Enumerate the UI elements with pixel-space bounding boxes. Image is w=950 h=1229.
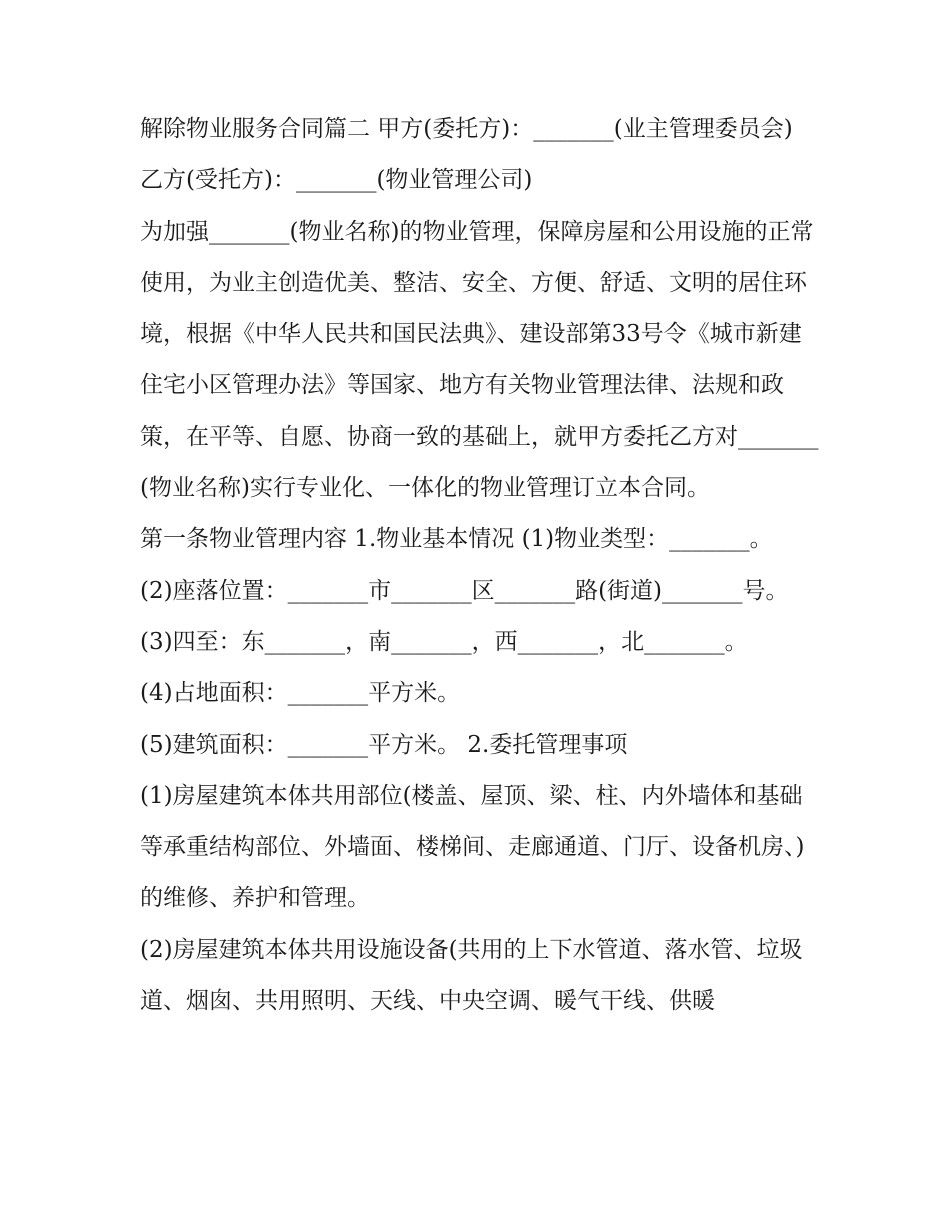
paragraph-building-area: (5)建筑面积：_______平方米。 2.委托管理事项 — [140, 731, 628, 758]
paragraph-location: (2)座落位置：_______市_______区_______路(街道)_______号。 — [140, 577, 789, 604]
paragraph-purpose: 为加强_______(物业名称)的物业管理，保障房屋和公用设施的正常使用，为业主创造优美、整洁、安全、方便、舒适、文明的居住环境，根据《中华人民共和国民法典》、建设部第33号令《城市新建住宅小区管理办法》等国家、地方有关物业管理法律、法规和政策，在平等、自愿、协商一致的基础上，就甲方委托乙方对_______(物业名称)实行专业化、一体化的物业管理订立本合同。 — [140, 218, 819, 502]
paragraph-shared-parts: (1)房屋建筑本体共用部位(楼盖、屋顶、梁、柱、内外墙体和基础等承重结构部位、外墙面、楼梯间、走廊通道、门厅、设备机房、)的维修、养护和管理。 — [140, 782, 805, 912]
paragraph-title-parties: 解除物业服务合同篇二 甲方(委托方)：_______(业主管理委员会) 乙方(受托方)：_______(物业管理公司) — [140, 116, 793, 194]
document-body — [140, 104, 820, 1027]
paragraph-boundaries: (3)四至：东_______，南_______，西_______，北_______。 — [140, 628, 748, 655]
paragraph-shared-facilities: (2)房屋建筑本体共用设施设备(共用的上下水管道、落水管、垃圾道、烟囱、共用照明、天线、中央空调、暖气干线、供暖 — [140, 936, 803, 1015]
paragraph-article-one: 第一条物业管理内容 1.物业基本情况 (1)物业类型：_______。 — [140, 526, 773, 553]
paragraph-land-area: (4)占地面积：_______平方米。 — [140, 680, 461, 707]
